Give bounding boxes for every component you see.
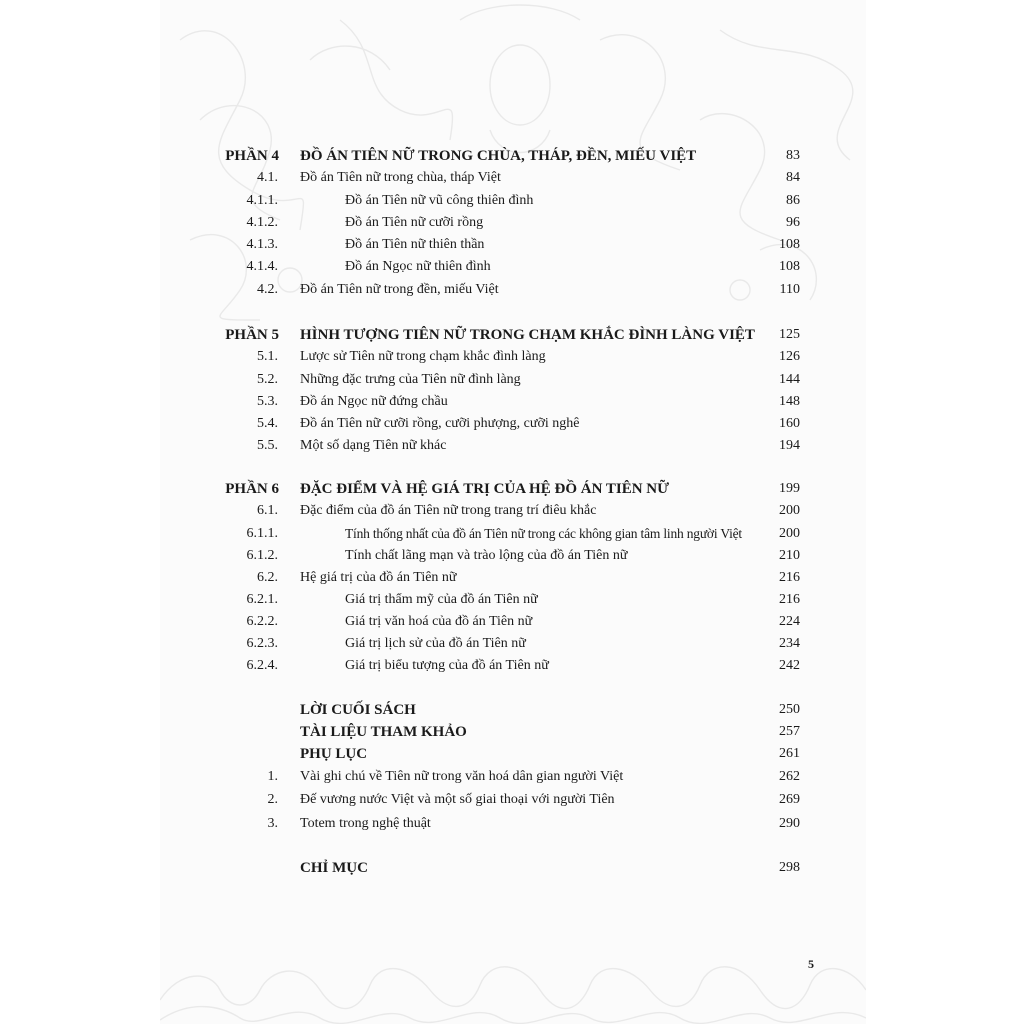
toc-appendix-entry[interactable] <box>0 813 1024 835</box>
entry-title: Đồ án Tiên nữ vũ công thiên đình <box>345 193 534 208</box>
entry-number: 5.3. <box>257 394 278 409</box>
entry-number: 6.1.2. <box>246 548 278 563</box>
toc-index[interactable] <box>0 857 1024 879</box>
entry-number: 4.1. <box>257 170 278 185</box>
page-number: 108 <box>779 237 800 252</box>
back-matter-title: LỜI CUỐI SÁCH <box>300 702 416 718</box>
toc-entry[interactable] <box>0 523 1024 545</box>
toc-entry[interactable] <box>0 567 1024 589</box>
entry-number: 4.2. <box>257 282 278 297</box>
entry-number: 6.2. <box>257 570 278 585</box>
part-title: HÌNH TƯỢNG TIÊN NỮ TRONG CHẠM KHẮC ĐÌNH LÀNG VIỆT <box>300 327 755 343</box>
entry-number: 6.1.1. <box>246 526 278 541</box>
entry-number: 5.2. <box>257 372 278 387</box>
toc-appendix-entry[interactable] <box>0 766 1024 788</box>
entry-title: Đồ án Ngọc nữ đứng chầu <box>300 394 448 409</box>
toc-entry[interactable] <box>0 413 1024 435</box>
entry-title: Một số dạng Tiên nữ khác <box>300 438 447 453</box>
entry-number: 4.1.2. <box>246 215 278 230</box>
page-number: 298 <box>779 860 800 875</box>
entry-title: Đồ án Tiên nữ trong chùa, tháp Việt <box>300 170 501 185</box>
page-number: 86 <box>786 193 800 208</box>
entry-title: Đồ án Tiên nữ cưỡi rồng <box>345 215 484 230</box>
part-label: PHẦN 6 <box>225 481 279 497</box>
page-number: 84 <box>786 170 800 185</box>
page-number: 200 <box>779 526 800 541</box>
toc-part-heading[interactable] <box>0 145 1024 167</box>
toc-entry[interactable] <box>0 346 1024 368</box>
page-number: 257 <box>779 724 800 739</box>
entry-number: 6.2.3. <box>246 636 278 651</box>
entry-title: Giá trị thẩm mỹ của đồ án Tiên nữ <box>345 592 538 607</box>
page-number: 224 <box>779 614 800 629</box>
toc-entry[interactable] <box>0 611 1024 633</box>
folio-page-number: 5 <box>808 957 814 971</box>
entry-title: Totem trong nghệ thuật <box>300 816 431 831</box>
page-number: 148 <box>779 394 800 409</box>
toc-entry[interactable] <box>0 234 1024 256</box>
page-number: 200 <box>779 503 800 518</box>
page-number: 160 <box>779 416 800 431</box>
entry-number: 6.2.4. <box>246 658 278 673</box>
page-number: 83 <box>786 148 800 163</box>
toc-entry[interactable] <box>0 589 1024 611</box>
page-number: 269 <box>779 792 800 807</box>
toc-back-matter[interactable] <box>0 743 1024 765</box>
entry-number: 6.2.1. <box>246 592 278 607</box>
page-number: 261 <box>779 746 800 761</box>
toc-back-matter[interactable] <box>0 699 1024 721</box>
part-label: PHẦN 5 <box>225 327 279 343</box>
entry-title: Giá trị biểu tượng của đồ án Tiên nữ <box>345 658 549 673</box>
toc-entry[interactable] <box>0 256 1024 278</box>
page-number: 210 <box>779 548 800 563</box>
toc-part-heading[interactable] <box>0 324 1024 346</box>
toc-entry[interactable] <box>0 633 1024 655</box>
entry-title: Đồ án Ngọc nữ thiên đình <box>345 259 491 274</box>
page-number: 234 <box>779 636 800 651</box>
entry-number: 3. <box>267 816 278 831</box>
page-number: 126 <box>779 349 800 364</box>
page-number: 250 <box>779 702 800 717</box>
entry-title: Tính thống nhất của đồ án Tiên nữ trong các không gian tâm linh người Việt <box>345 526 742 541</box>
entry-number: 4.1.4. <box>246 259 278 274</box>
toc-entry[interactable] <box>0 190 1024 212</box>
part-title: ĐẶC ĐIỂM VÀ HỆ GIÁ TRỊ CỦA HỆ ĐỒ ÁN TIÊN NỮ <box>300 481 670 497</box>
entry-title: Đặc điểm của đồ án Tiên nữ trong trang trí điêu khắc <box>300 503 597 518</box>
toc-entry[interactable] <box>0 500 1024 522</box>
toc-entry[interactable] <box>0 655 1024 677</box>
page-number: 125 <box>779 327 800 342</box>
entry-number: 4.1.1. <box>246 193 278 208</box>
entry-title: Vài ghi chú về Tiên nữ trong văn hoá dân gian người Việt <box>300 769 624 784</box>
part-title: ĐỒ ÁN TIÊN NỮ TRONG CHÙA, THÁP, ĐỀN, MIẾU VIỆT <box>300 148 697 164</box>
toc-entry[interactable] <box>0 212 1024 234</box>
page-number: 108 <box>779 259 800 274</box>
entry-number: 4.1.3. <box>246 237 278 252</box>
toc-part-heading[interactable] <box>0 478 1024 500</box>
entry-title: Đồ án Tiên nữ cưỡi rồng, cưỡi phượng, cưỡi nghê <box>300 416 580 431</box>
page-number: 216 <box>779 570 800 585</box>
page-number: 194 <box>779 438 800 453</box>
entry-title: Đế vương nước Việt và một số giai thoại với người Tiên <box>300 792 615 807</box>
entry-title: Đồ án Tiên nữ thiên thần <box>345 237 485 252</box>
entry-title: Đồ án Tiên nữ trong đền, miếu Việt <box>300 282 499 297</box>
toc-back-matter[interactable] <box>0 721 1024 743</box>
back-matter-title: PHỤ LỤC <box>300 746 368 762</box>
page-number: 216 <box>779 592 800 607</box>
toc-entry[interactable] <box>0 391 1024 413</box>
entry-number: 5.5. <box>257 438 278 453</box>
entry-number: 6.1. <box>257 503 278 518</box>
toc-entry[interactable] <box>0 167 1024 189</box>
page-number: 199 <box>779 481 800 496</box>
entry-number: 5.4. <box>257 416 278 431</box>
entry-title: Những đặc trưng của Tiên nữ đình làng <box>300 372 521 387</box>
entry-number: 6.2.2. <box>246 614 278 629</box>
page-number: 110 <box>779 282 800 297</box>
page-number: 96 <box>786 215 800 230</box>
toc-entry[interactable] <box>0 435 1024 457</box>
entry-title: Tính chất lãng mạn và trào lộng của đồ án Tiên nữ <box>345 548 628 563</box>
part-label: PHẦN 4 <box>225 148 279 164</box>
index-title: CHỈ MỤC <box>300 860 368 876</box>
toc-entry[interactable] <box>0 279 1024 301</box>
toc-entry[interactable] <box>0 545 1024 567</box>
page-number: 262 <box>779 769 800 784</box>
entry-number: 5.1. <box>257 349 278 364</box>
entry-title: Hệ giá trị của đồ án Tiên nữ <box>300 570 457 585</box>
toc-appendix-entry[interactable] <box>0 789 1024 811</box>
entry-title: Giá trị văn hoá của đồ án Tiên nữ <box>345 614 533 629</box>
entry-title: Lược sử Tiên nữ trong chạm khắc đình làng <box>300 349 546 364</box>
back-matter-title: TÀI LIỆU THAM KHẢO <box>300 724 467 740</box>
entry-title: Giá trị lịch sử của đồ án Tiên nữ <box>345 636 526 651</box>
page-number: 144 <box>779 372 800 387</box>
entry-number: 2. <box>267 792 278 807</box>
entry-number: 1. <box>267 769 278 784</box>
page-number: 290 <box>779 816 800 831</box>
page-number: 242 <box>779 658 800 673</box>
toc-entry[interactable] <box>0 369 1024 391</box>
